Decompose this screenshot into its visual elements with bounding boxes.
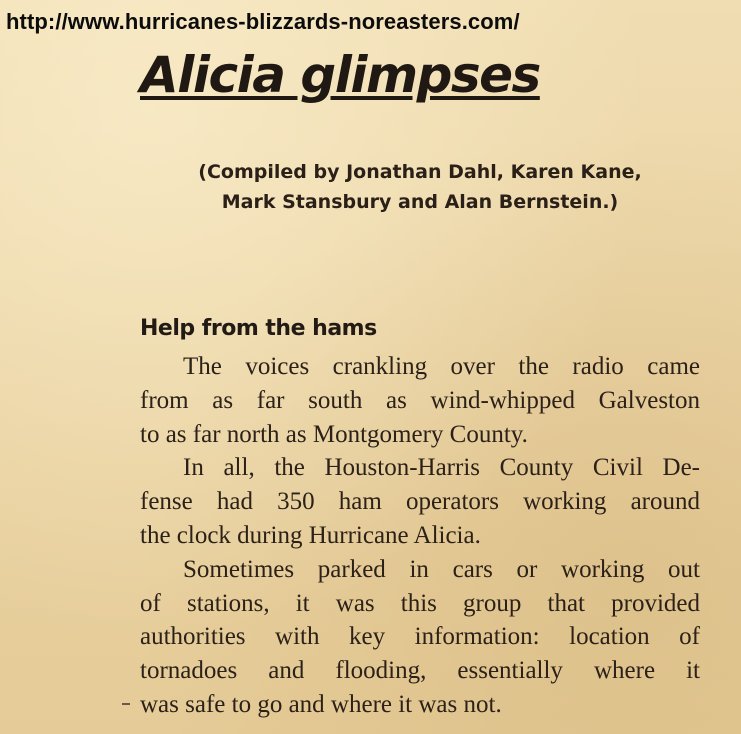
byline-line: (Compiled by Jonathan Dahl, Karen Kane,	[198, 161, 642, 183]
paragraph-2-line-2: fense had 350 ham operators working around	[140, 488, 700, 516]
paragraph-3-line-5: was safe to go and where it was not.	[140, 690, 502, 718]
paragraph-3-line-4: tornadoes and flooding, essentially where it	[140, 657, 700, 685]
paragraph-1-line-3: to as far north as Montgomery County.	[140, 420, 528, 448]
paragraph-2-line-3: the clock during Hurricane Alicia.	[140, 521, 481, 549]
article-body	[140, 350, 700, 722]
paragraph-2-line-1: In all, the Houston-Harris County Civil De-	[183, 454, 700, 482]
paragraph-3-line-3: authorities with key information: location of	[140, 623, 700, 651]
section-heading: Help from the hams	[140, 316, 377, 341]
byline	[130, 157, 710, 217]
paragraph-3-line-2: of stations, it was this group that provided	[140, 589, 700, 617]
byline-line: Mark Stansbury and Alan Bernstein.)	[221, 191, 619, 213]
headline: Alicia glimpses	[140, 46, 540, 104]
paragraph-1-line-1: The voices crankling over the radio came	[183, 353, 700, 380]
watermark-url: http://www.hurricanes-blizzards-noreasters.com/	[6, 9, 520, 34]
print-mark	[122, 703, 130, 705]
paragraph-1-line-2: from as far south as wind-whipped Galveston	[140, 386, 700, 414]
paragraph-3-line-1: Sometimes parked in cars or working out	[183, 555, 700, 583]
